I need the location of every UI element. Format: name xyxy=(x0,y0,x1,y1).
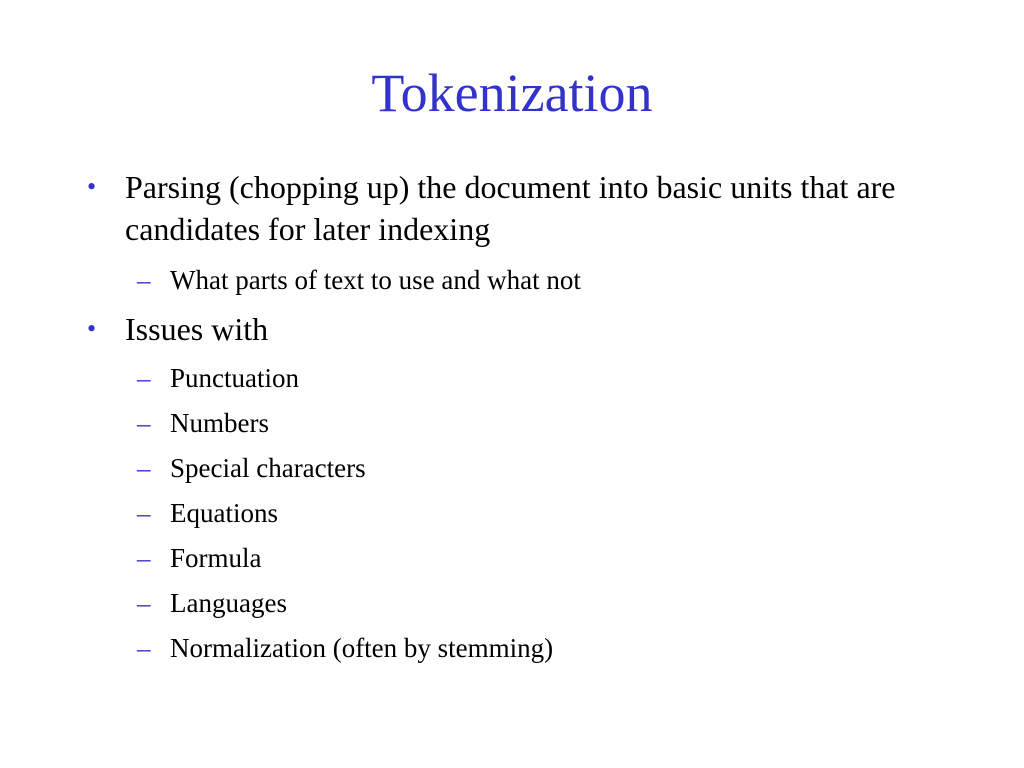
dash-icon: – xyxy=(137,265,151,295)
sub-bullet-text: Punctuation xyxy=(170,363,299,393)
sub-bullet-item xyxy=(137,631,910,665)
sub-bullet-text: What parts of text to use and what not xyxy=(170,265,581,295)
dash-icon: – xyxy=(137,543,151,573)
dash-icon: – xyxy=(137,633,151,663)
sub-bullet-item xyxy=(137,496,910,530)
sub-bullet-item xyxy=(137,361,910,395)
dash-icon: – xyxy=(137,498,151,528)
sub-bullet-text: Languages xyxy=(170,588,287,618)
bullet-icon: • xyxy=(87,172,97,201)
sub-bullet-text: Formula xyxy=(170,543,262,573)
sub-bullet-item xyxy=(137,586,910,620)
sub-bullet-text: Special characters xyxy=(170,453,366,483)
bullet-text: Issues with xyxy=(125,311,269,347)
sub-bullet-item xyxy=(137,451,910,485)
dash-icon: – xyxy=(137,408,151,438)
sub-bullet-text: Equations xyxy=(170,498,278,528)
sub-bullet-text: Numbers xyxy=(170,408,269,438)
sub-bullet-item xyxy=(137,406,910,440)
slide-title: Tokenization xyxy=(371,63,653,123)
bullet-item xyxy=(87,308,905,350)
dash-icon: – xyxy=(137,588,151,618)
bullet-icon: • xyxy=(87,314,97,343)
sub-bullet-item xyxy=(137,541,910,575)
dash-icon: – xyxy=(137,453,151,483)
bullet-text: Parsing (chopping up) the document into basic units that are candidates for later indexing xyxy=(125,169,896,247)
sub-bullet-text: Normalization (often by stemming) xyxy=(170,633,554,663)
bullet-item xyxy=(87,166,905,250)
sub-bullet-item xyxy=(137,263,910,297)
dash-icon: – xyxy=(137,363,151,393)
